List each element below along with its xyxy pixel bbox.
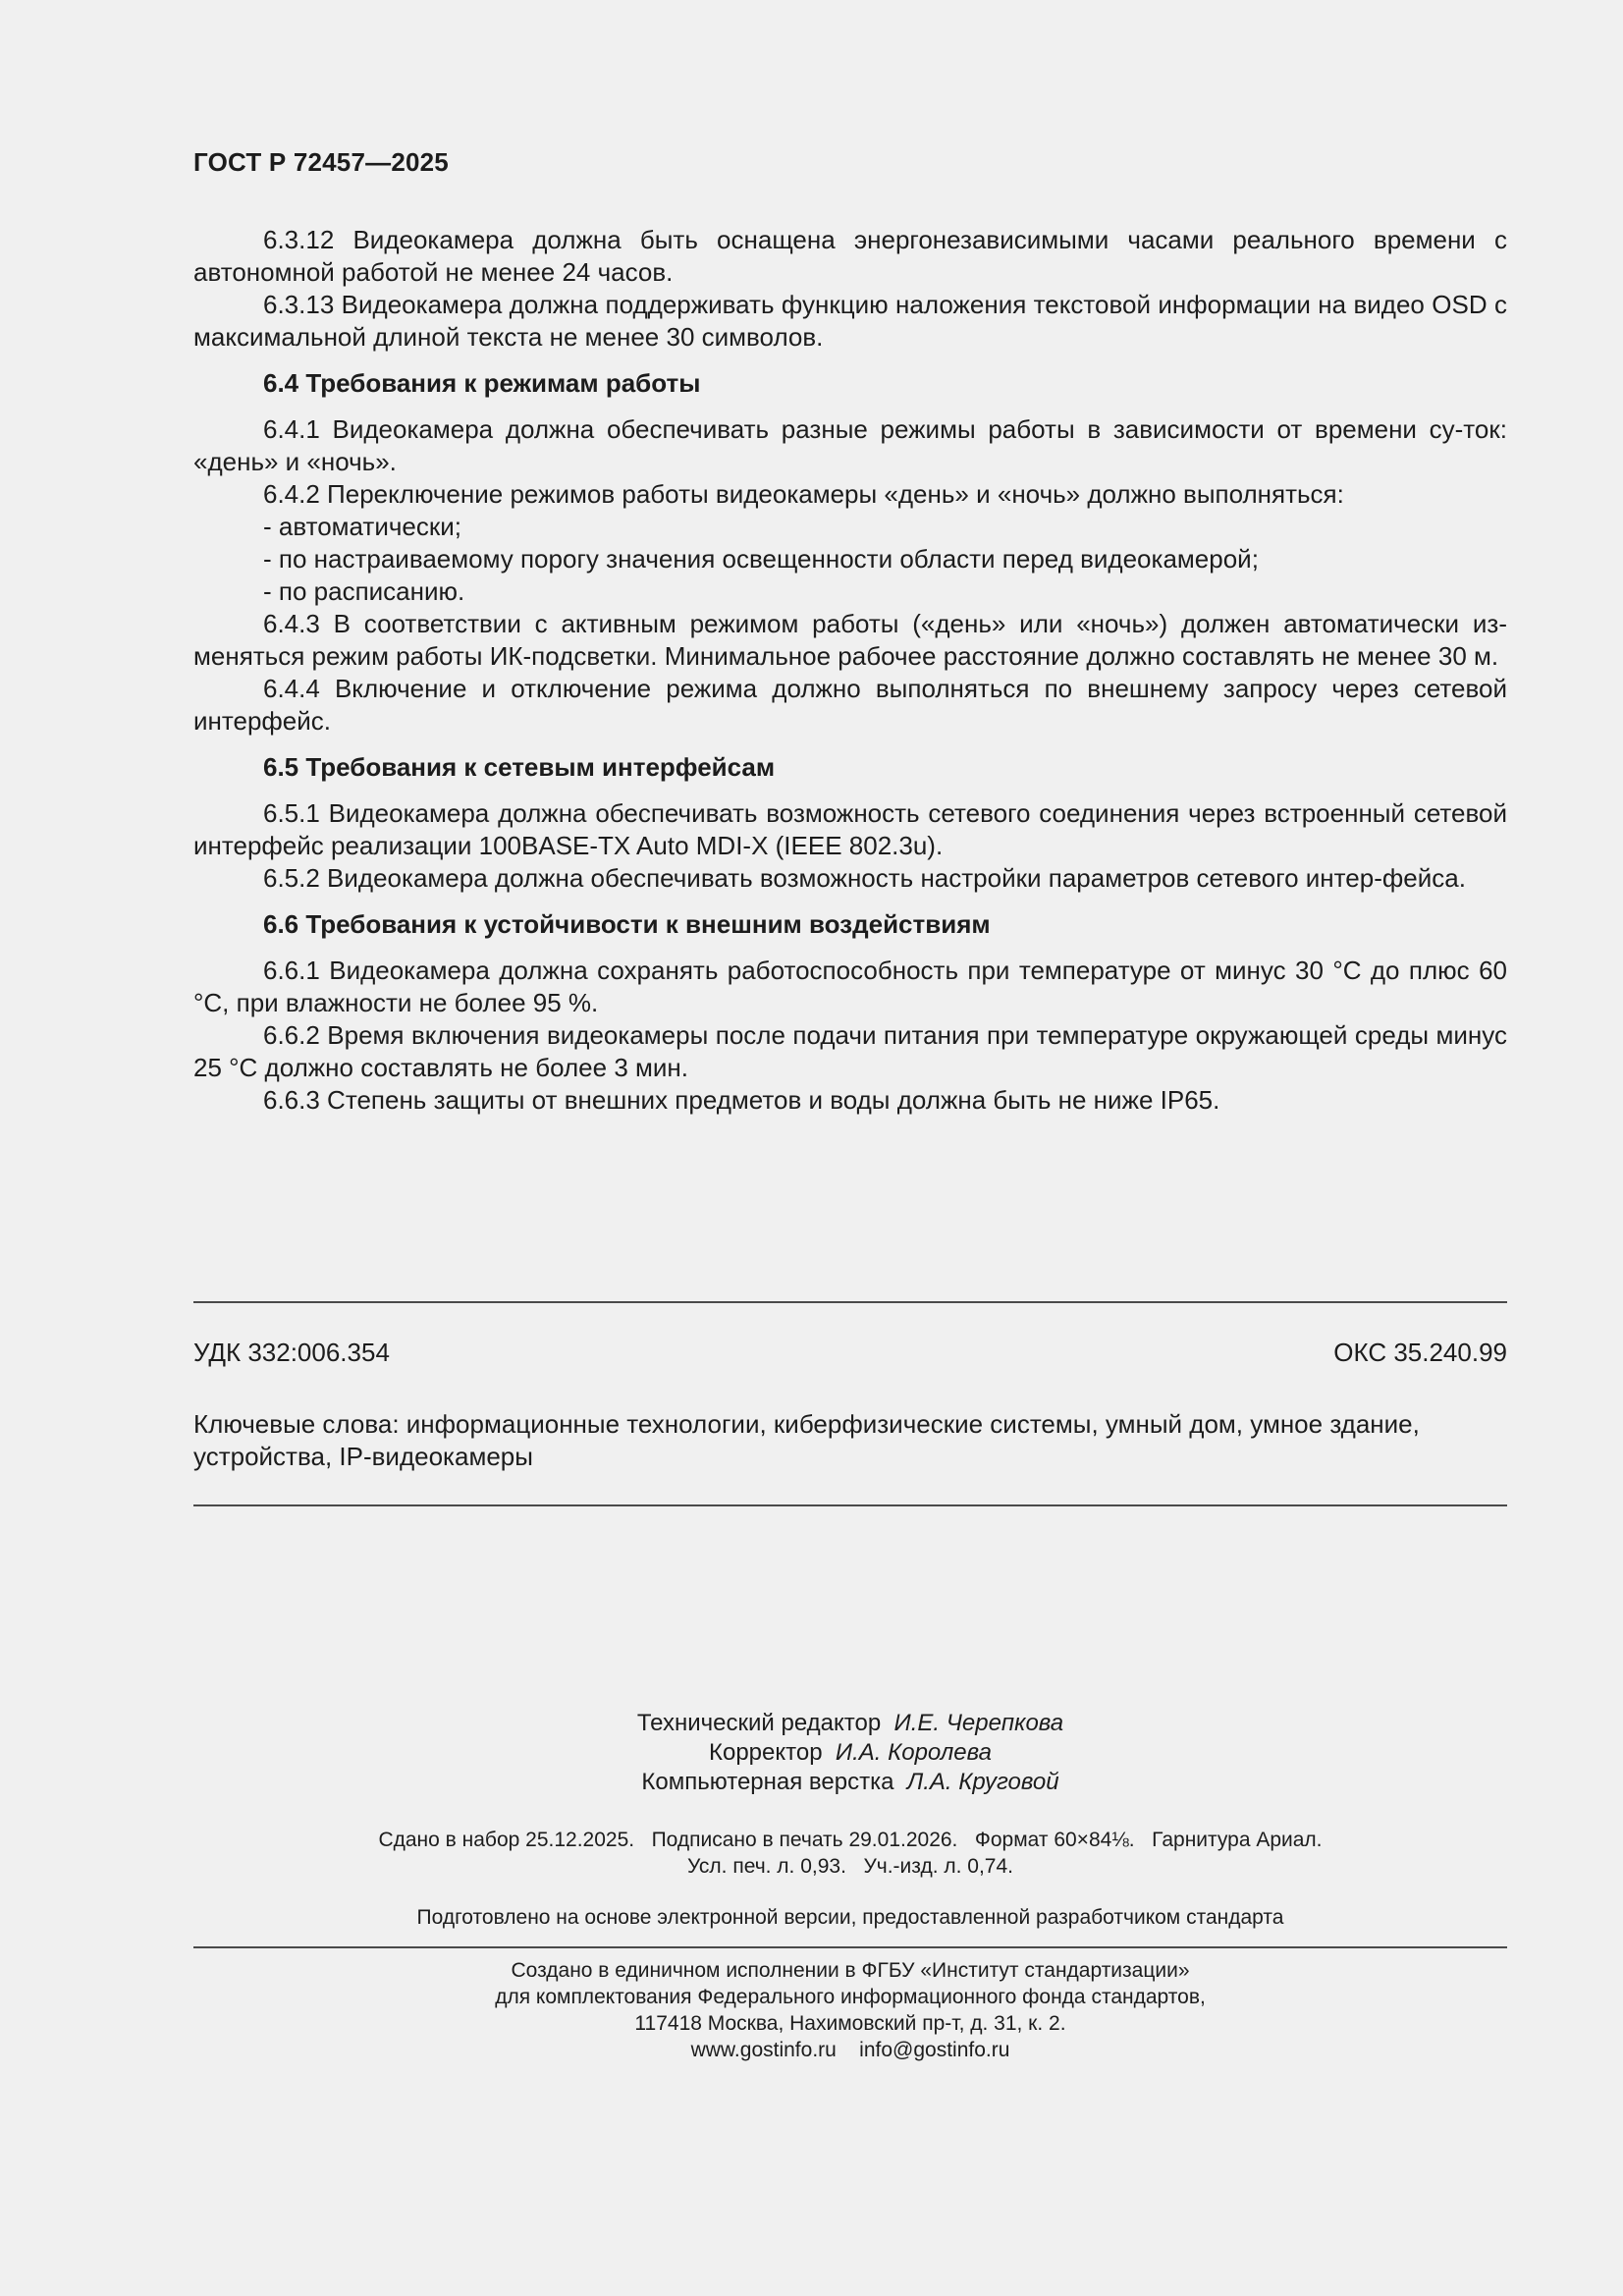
credit-editor — [193, 1709, 1507, 1738]
list-item: - автоматически; — [263, 512, 461, 541]
credit-layout — [193, 1768, 1507, 1797]
divider — [193, 1301, 1507, 1303]
document-header: ГОСТ Р 72457—2025 — [193, 147, 449, 177]
imprint-block — [193, 1827, 1507, 1880]
prepared-note: Подготовлено на основе электронной версии, предоставленной разработчиком стандарта — [416, 1906, 1284, 1929]
imprint-line: Сдано в набор 25.12.2025. Подписано в печать 29.01.2026. Формат 60×84⅛. Гарнитура Ариал. — [378, 1829, 1323, 1851]
paragraph-6-3-13: 6.3.13 Видеокамера должна поддерживать функцию наложения текстовой информации на видео OSD с максимальной длиной текста не менее 30 символов. — [193, 290, 1507, 352]
footer-line: Создано в единичном исполнении в ФГБУ «Институт стандартизации» — [511, 1959, 1190, 1982]
classification-row — [193, 1338, 1507, 1368]
list-item: - по настраиваемому порогу значения освещенности области перед видеокамерой; — [263, 544, 1259, 574]
paragraph-6-5-1: 6.5.1 Видеокамера должна обеспечивать возможность сетевого соединения через встроенный сетевой интерфейс реализации 100BASE-TX Auto MDI-X (IEEE 802.3u). — [193, 798, 1507, 860]
oks-code: ОКС 35.240.99 — [1333, 1338, 1507, 1367]
publisher-footer — [193, 1957, 1507, 2063]
paragraph-6-6-3: 6.6.3 Степень защиты от внешних предметов и воды должна быть не ниже IP65. — [263, 1085, 1220, 1115]
divider — [193, 1504, 1507, 1506]
paragraph-6-4-1: 6.4.1 Видеокамера должна обеспечивать разные режимы работы в зависимости от времени су-ток: «день» и «ночь». — [193, 414, 1507, 476]
footer-line: для комплектования Федерального информационного фонда стандартов, — [495, 1986, 1206, 2008]
document-body — [193, 224, 1507, 1117]
credit-name: И.Е. Черепкова — [893, 1710, 1064, 1736]
paragraph-6-4-4: 6.4.4 Включение и отключение режима должно выполняться по внешнему запросу через сетевой интерфейс. — [193, 674, 1507, 736]
imprint-line: Усл. печ. л. 0,93. Уч.-изд. л. 0,74. — [686, 1855, 1013, 1878]
credit-corrector — [193, 1738, 1507, 1768]
paragraph-6-5-2: 6.5.2 Видеокамера должна обеспечивать возможность настройки параметров сетевого интер-фейса. — [263, 863, 1466, 893]
paragraph-6-3-12: 6.3.12 Видеокамера должна быть оснащена энергонезависимыми часами реального времени с автономной работой не менее 24 часов. — [193, 225, 1507, 287]
list-item: - по расписанию. — [263, 576, 465, 606]
section-heading-6-5: 6.5 Требования к сетевым интерфейсам — [263, 752, 776, 782]
credit-role: Компьютерная верстка — [641, 1769, 894, 1795]
credit-role: Технический редактор — [636, 1710, 882, 1736]
udk-code: УДК 332:006.354 — [193, 1338, 390, 1367]
credit-role: Корректор — [709, 1739, 823, 1766]
keywords: Ключевые слова: информационные технологии, киберфизические системы, умный дом, умное здание, устройства, IP-видеокамеры — [193, 1409, 1420, 1471]
credit-name: Л.А. Круговой — [906, 1769, 1059, 1795]
footer-contacts: www.gostinfo.ru info@gostinfo.ru — [690, 2039, 1010, 2061]
paragraph-6-6-1: 6.6.1 Видеокамера должна сохранять работоспособность при температуре от минус 30 °С до плюс 60 °С, при влажности не более 95 %. — [193, 956, 1507, 1017]
credits-block — [193, 1709, 1507, 1797]
divider — [193, 1946, 1507, 1948]
footer-line: 117418 Москва, Нахимовский пр-т, д. 31, к. 2. — [634, 2012, 1066, 2035]
section-heading-6-4: 6.4 Требования к режимам работы — [263, 368, 701, 398]
paragraph-6-4-3: 6.4.3 В соответствии с активным режимом работы («день» или «ночь») должен автоматически из-меняться режим работы ИК-подсветки. Минимальное рабочее расстояние должно составлять не менее 30 м. — [193, 609, 1507, 671]
paragraph-6-6-2: 6.6.2 Время включения видеокамеры после подачи питания при температуре окружающей среды минус 25 °С должно составлять не более 3 мин. — [193, 1020, 1507, 1082]
credit-name: И.А. Королева — [835, 1739, 992, 1766]
section-heading-6-6: 6.6 Требования к устойчивости к внешним воздействиям — [263, 909, 991, 939]
paragraph-6-4-2: 6.4.2 Переключение режимов работы видеокамеры «день» и «ночь» должно выполняться: — [263, 479, 1344, 509]
